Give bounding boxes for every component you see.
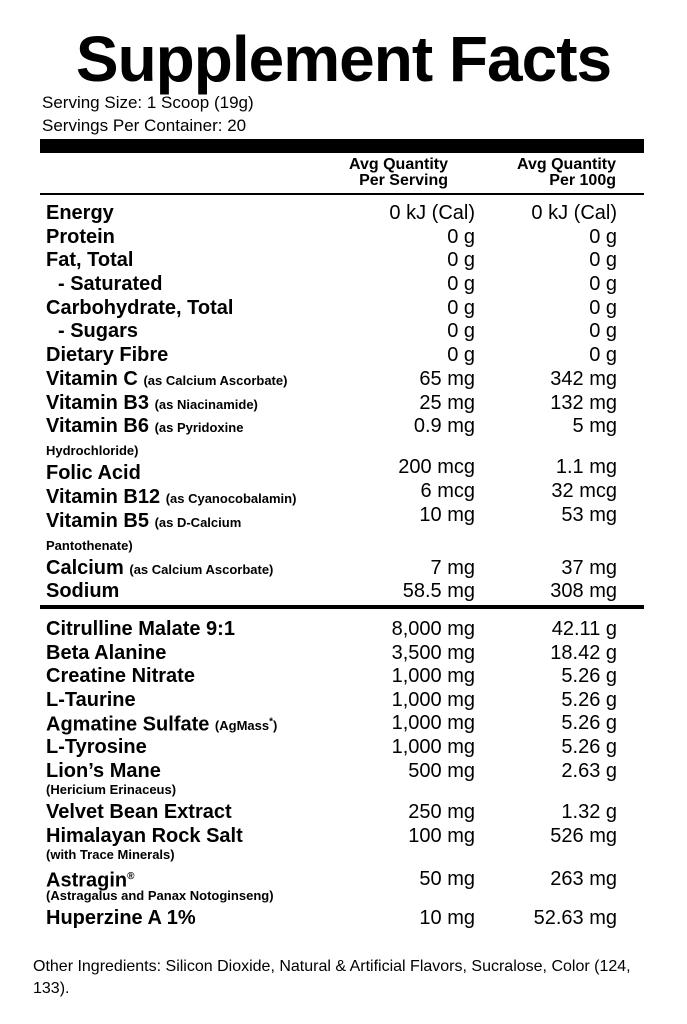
label-title: Supplement Facts bbox=[75, 23, 612, 95]
per-serving-value: 6 mcg bbox=[420, 480, 475, 502]
per-100g-value: 2.63 g bbox=[561, 760, 617, 782]
per-serving-value: 65 mg bbox=[419, 368, 475, 390]
ingredient-row-velvet-bean bbox=[46, 800, 687, 824]
nutrient-name: Calcium bbox=[46, 557, 124, 579]
nutrient-note: (as Pyridoxine bbox=[154, 420, 244, 435]
nutrient-row-calcium bbox=[46, 556, 687, 580]
per-serving-value: 0 kJ (Cal) bbox=[389, 202, 475, 224]
ingredient-name: Citrulline Malate 9:1 bbox=[46, 618, 235, 640]
ingredient-row-himalayan-rock-salt bbox=[46, 824, 687, 848]
per-100g-value: 5.26 g bbox=[561, 736, 617, 758]
section-divider bbox=[40, 605, 644, 609]
per-100g-value: 1.32 g bbox=[561, 801, 617, 823]
nutrient-name: Vitamin C bbox=[46, 368, 138, 390]
per-100g-value: 0 g bbox=[589, 226, 617, 248]
per-100g-value: 5.26 g bbox=[561, 712, 617, 734]
nutrient-name: Fat, Total bbox=[46, 249, 134, 271]
per-100g-value: 18.42 g bbox=[550, 642, 617, 664]
ingredient-name: Lion’s Mane bbox=[46, 760, 161, 782]
ingredient-note bbox=[215, 718, 277, 733]
per-serving-value: 10 mg bbox=[419, 907, 475, 929]
ingredient-name: L-Taurine bbox=[46, 689, 136, 711]
ingredient-name: Agmatine Sulfate bbox=[46, 713, 210, 736]
ingredient-row-l-tyrosine bbox=[46, 735, 687, 759]
per-serving-value: 3,500 mg bbox=[391, 642, 475, 664]
nutrient-row-sodium bbox=[46, 579, 687, 603]
nutrient-name: Dietary Fibre bbox=[46, 344, 169, 366]
ingredient-row-agmatine-sulfate bbox=[46, 711, 687, 735]
per-100g-value: 5.26 g bbox=[561, 689, 617, 711]
column-header-per-serving-line1: Avg Quantity bbox=[349, 156, 448, 173]
other-ingredients: Other Ingredients: Silicon Dioxide, Natural & Artificial Flavors, Sucralose, Color (124, 133). bbox=[33, 958, 631, 997]
nutrient-name-wrap bbox=[46, 509, 241, 535]
per-100g-value: 32 mcg bbox=[551, 480, 617, 502]
servings-per-container: Servings Per Container: 20 bbox=[42, 116, 247, 135]
ingredient-name: Himalayan Rock Salt bbox=[46, 825, 243, 847]
per-100g-value: 526 mg bbox=[550, 825, 617, 847]
ingredient-note-mark: * bbox=[269, 717, 274, 728]
nutrient-name: Vitamin B12 bbox=[46, 486, 161, 508]
per-100g-value: 0 g bbox=[589, 344, 617, 366]
per-serving-value: 0 g bbox=[447, 320, 475, 342]
nutrient-name-wrap bbox=[46, 367, 287, 393]
nutrient-name: Vitamin B3 bbox=[46, 392, 149, 414]
nutrient-row-vitamin-c bbox=[46, 367, 687, 391]
nutrient-row-vitamin-b6 bbox=[46, 414, 687, 438]
serving-size: Serving Size: 1 Scoop (19g) bbox=[42, 93, 254, 112]
nutrient-name: Vitamin B6 bbox=[46, 415, 149, 437]
ingredient-note-end: ) bbox=[273, 718, 278, 734]
column-header-per-100g-line2: Per 100g bbox=[549, 172, 616, 189]
nutrient-row-sugars bbox=[46, 319, 687, 343]
per-serving-value: 1,000 mg bbox=[391, 736, 475, 758]
ingredient-name: Beta Alanine bbox=[46, 642, 167, 664]
nutrient-row-vitamin-b3 bbox=[46, 391, 687, 415]
per-serving-value: 250 mg bbox=[408, 801, 475, 823]
nutrient-note: (as Niacinamide) bbox=[154, 397, 258, 412]
per-serving-value: 200 mcg bbox=[398, 456, 475, 478]
nutrient-row-protein bbox=[46, 225, 687, 249]
ingredient-row-l-taurine bbox=[46, 688, 687, 712]
nutrient-row-dietary-fibre bbox=[46, 343, 687, 367]
per-100g-value: 52.63 mg bbox=[533, 907, 617, 929]
nutrient-name-wrap bbox=[46, 485, 296, 511]
per-serving-value: 50 mg bbox=[419, 868, 475, 890]
per-100g-value: 308 mg bbox=[550, 580, 617, 602]
per-serving-value: 8,000 mg bbox=[391, 618, 475, 640]
per-100g-value: 5.26 g bbox=[561, 665, 617, 687]
nutrient-name: - Saturated bbox=[58, 273, 163, 295]
per-100g-value: 53 mg bbox=[561, 504, 617, 526]
nutrient-name: Protein bbox=[46, 226, 115, 248]
nutrient-name: Folic Acid bbox=[46, 462, 141, 484]
per-100g-value: 0 g bbox=[589, 273, 617, 295]
ingredient-name: Astragin bbox=[46, 869, 128, 892]
per-100g-value: 342 mg bbox=[550, 368, 617, 390]
nutrient-note: (as Calcium Ascorbate) bbox=[129, 562, 274, 577]
ingredient-row-lions-mane bbox=[46, 759, 687, 783]
nutrient-note-continued: Hydrochloride) bbox=[46, 443, 139, 458]
nutrient-note: (as Cyanocobalamin) bbox=[165, 491, 297, 506]
ingredient-row-citrulline-malate bbox=[46, 617, 687, 641]
per-100g-value: 5 mg bbox=[572, 415, 617, 437]
per-serving-value: 500 mg bbox=[408, 760, 475, 782]
nutrient-note-continued: Pantothenate) bbox=[46, 538, 133, 553]
per-100g-value: 263 mg bbox=[550, 868, 617, 890]
nutrient-name: Vitamin B5 bbox=[46, 510, 149, 532]
nutrient-name: Sodium bbox=[46, 580, 120, 602]
registered-mark: ® bbox=[127, 871, 135, 882]
per-serving-value: 1,000 mg bbox=[391, 665, 475, 687]
per-serving-value: 25 mg bbox=[419, 392, 475, 414]
per-100g-value: 0 g bbox=[589, 320, 617, 342]
ingredient-subnote: (with Trace Minerals) bbox=[46, 847, 175, 862]
ingredient-name: Velvet Bean Extract bbox=[46, 801, 232, 823]
per-serving-value: 0 g bbox=[447, 226, 475, 248]
per-serving-value: 0.9 mg bbox=[413, 415, 475, 437]
per-serving-value: 58.5 mg bbox=[402, 580, 475, 602]
ingredient-subnote: (Astragalus and Panax Notoginseng) bbox=[46, 888, 274, 903]
column-header-per-100g bbox=[456, 157, 616, 189]
per-100g-value: 0 g bbox=[589, 249, 617, 271]
ingredient-subnote: (Hericium Erinaceus) bbox=[46, 782, 177, 797]
ingredient-name: Creatine Nitrate bbox=[46, 665, 195, 687]
nutrient-name: - Sugars bbox=[58, 320, 139, 342]
per-100g-value: 0 g bbox=[589, 297, 617, 319]
ingredient-name: Huperzine A 1% bbox=[46, 907, 196, 929]
nutrient-note: (as D-Calcium bbox=[154, 515, 242, 530]
ingredient-row-creatine-nitrate bbox=[46, 664, 687, 688]
per-serving-value: 100 mg bbox=[408, 825, 475, 847]
ingredient-row-beta-alanine bbox=[46, 641, 687, 665]
per-100g-value: 0 kJ (Cal) bbox=[531, 202, 617, 224]
ingredient-row-astragin bbox=[46, 865, 687, 892]
per-serving-value: 1,000 mg bbox=[391, 712, 475, 734]
nutrient-row-carbohydrate bbox=[46, 296, 687, 320]
per-serving-value: 1,000 mg bbox=[391, 689, 475, 711]
per-100g-value: 1.1 mg bbox=[555, 456, 617, 478]
per-100g-value: 42.11 g bbox=[551, 618, 617, 640]
header-divider bbox=[40, 193, 644, 195]
nutrient-name: Carbohydrate, Total bbox=[46, 297, 234, 319]
ingredient-name: L-Tyrosine bbox=[46, 736, 147, 758]
per-serving-value: 0 g bbox=[447, 273, 475, 295]
ingredient-row-huperzine-a bbox=[46, 906, 687, 930]
per-serving-value: 7 mg bbox=[430, 557, 475, 579]
per-100g-value: 37 mg bbox=[561, 557, 617, 579]
column-header-per-serving-line2: Per Serving bbox=[359, 172, 448, 189]
per-serving-value: 10 mg bbox=[419, 504, 475, 526]
nutrient-name-wrap bbox=[46, 414, 243, 440]
column-header-per-serving bbox=[288, 157, 448, 189]
nutrient-row-energy bbox=[46, 201, 687, 225]
column-header-per-100g-line1: Avg Quantity bbox=[517, 156, 616, 173]
nutrient-row-saturated bbox=[46, 272, 687, 296]
per-100g-value: 132 mg bbox=[550, 392, 617, 414]
ingredient-note-text: (AgMass bbox=[214, 718, 270, 734]
nutrient-name: Energy bbox=[46, 202, 114, 224]
per-serving-value: 0 g bbox=[447, 249, 475, 271]
nutrient-row-fat-total bbox=[46, 248, 687, 272]
thick-divider bbox=[40, 139, 644, 153]
per-serving-value: 0 g bbox=[447, 297, 475, 319]
per-serving-value: 0 g bbox=[447, 344, 475, 366]
nutrient-note: (as Calcium Ascorbate) bbox=[143, 373, 288, 388]
nutrient-row-vitamin-b5 bbox=[46, 504, 687, 533]
